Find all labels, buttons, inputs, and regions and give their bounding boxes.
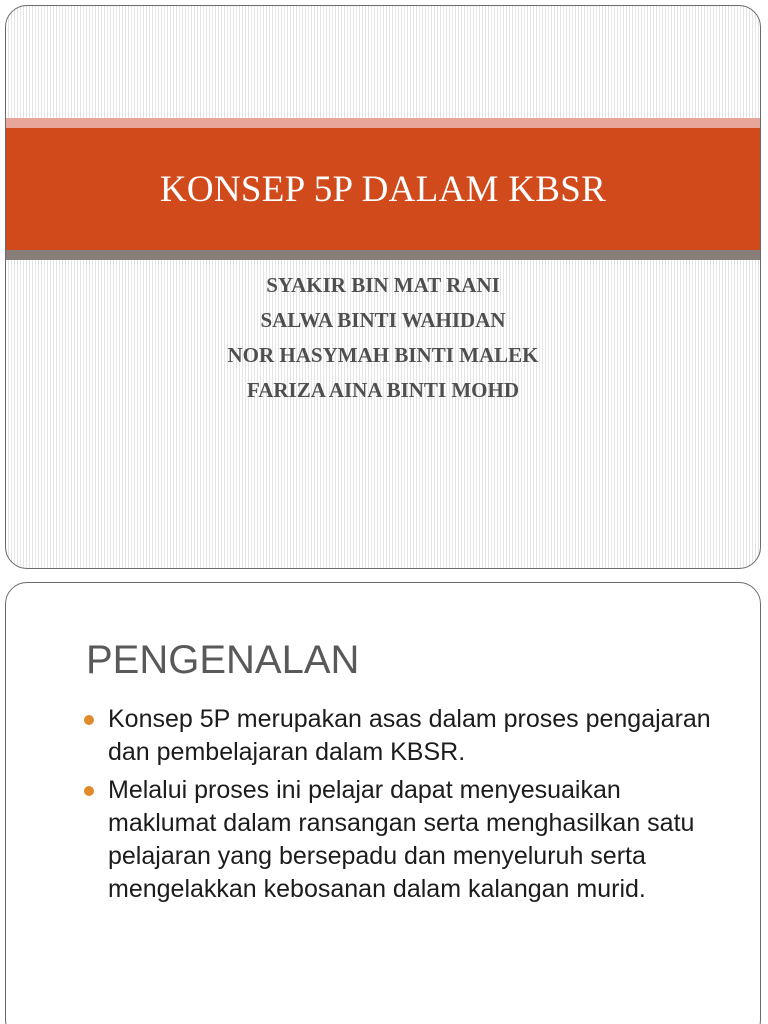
bullet-item [84, 703, 724, 769]
bullet-item [84, 774, 724, 906]
author-name: NOR HASYMAH BINTI MALEK [227, 343, 539, 367]
title-band [6, 128, 760, 250]
section-heading: PENGENALAN [86, 638, 360, 682]
title-band-top-stripe [6, 118, 760, 128]
bullet-text: Melalui proses ini pelajar dapat menyesuaikan maklumat dalam ransangan serta menghasilkan satu pelajaran yang bersepadu dan menyeluruh serta mengelakkan kebosanan dalam kalangan murid. [108, 776, 695, 903]
bullet-dot-icon [84, 715, 94, 725]
author-list [6, 268, 760, 408]
bullet-dot-icon [84, 786, 94, 796]
bullet-list [84, 703, 724, 911]
bullet-text: Konsep 5P merupakan asas dalam proses pengajaran dan pembelajaran dalam KBSR. [108, 705, 711, 766]
content-slide [5, 582, 761, 1024]
author-name: SYAKIR BIN MAT RANI [266, 273, 500, 297]
slide-title: KONSEP 5P DALAM KBSR [159, 168, 607, 210]
author-name: FARIZA AINA BINTI MOHD [246, 378, 520, 402]
author-name: SALWA BINTI WAHIDAN [260, 308, 506, 332]
title-slide [5, 5, 761, 569]
title-band-bottom-stripe [6, 250, 760, 260]
